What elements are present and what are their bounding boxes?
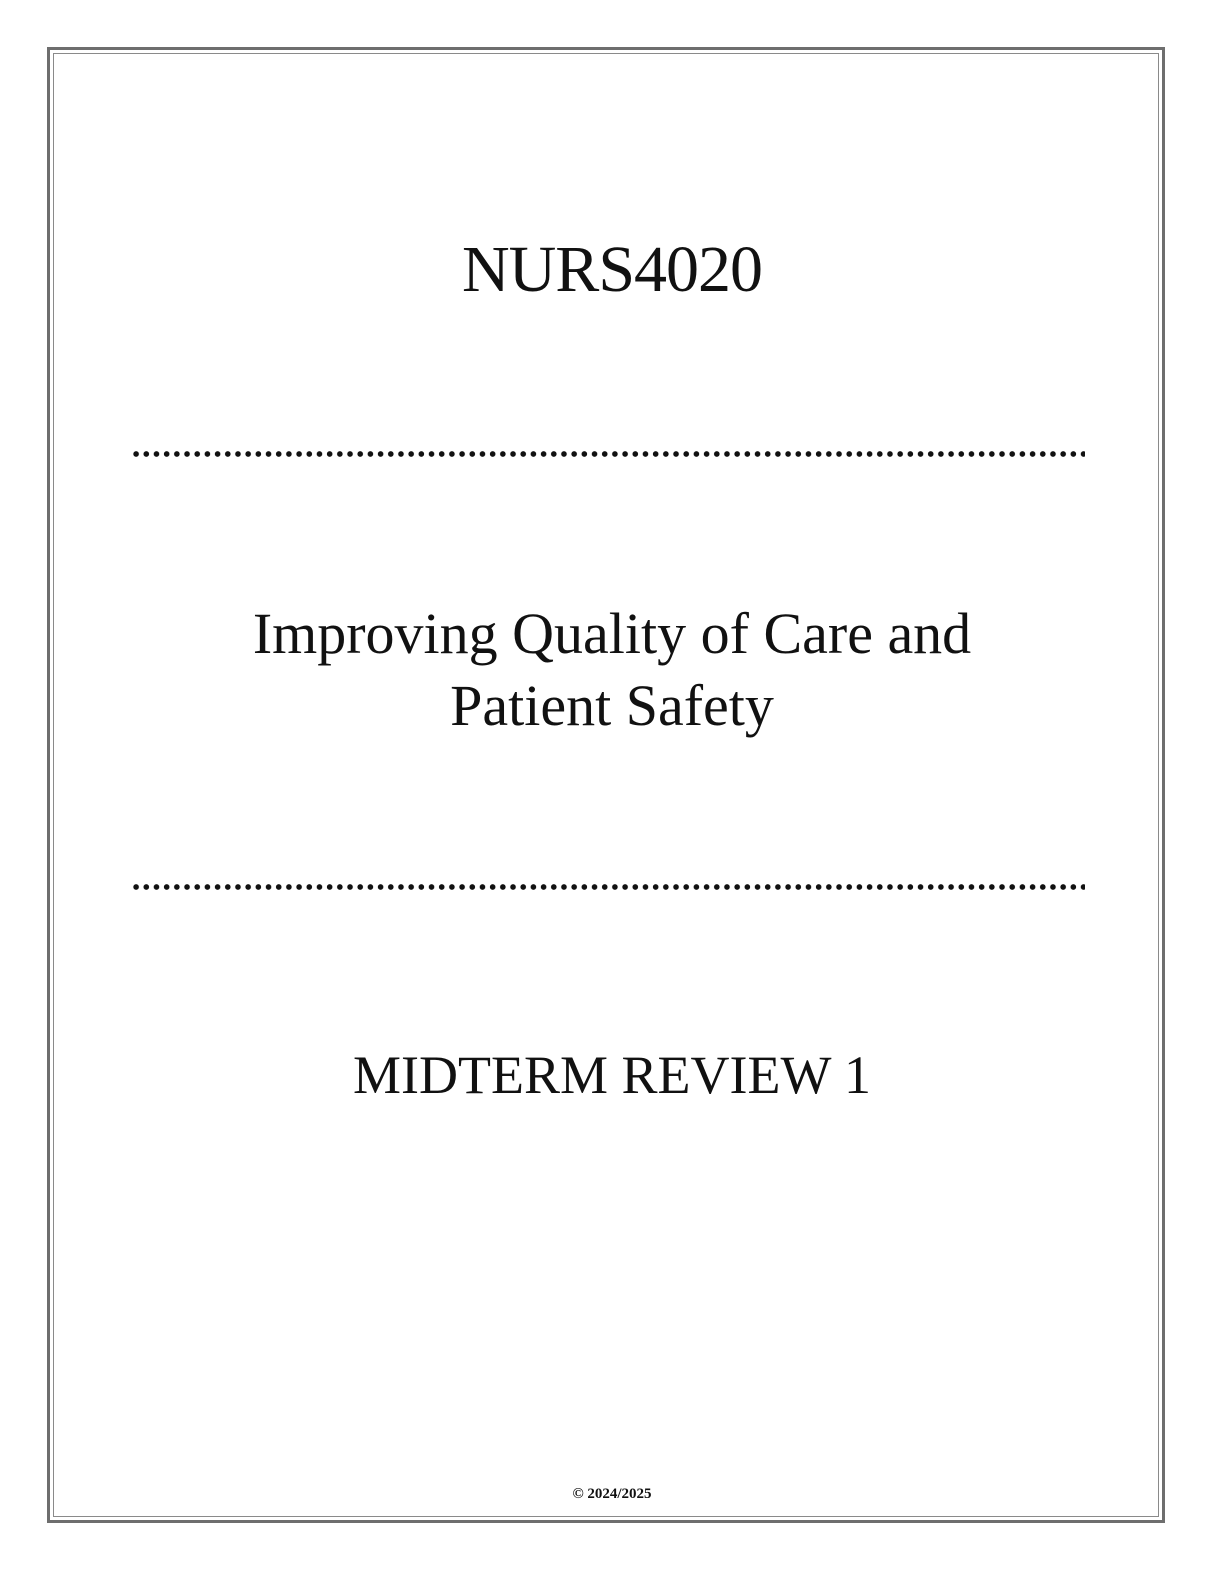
course-code: NURS4020	[461, 233, 763, 306]
course-title-line-2: Patient Safety	[450, 673, 774, 738]
dotted-divider-bottom	[131, 884, 1085, 890]
document-type: MIDTERM REVIEW 1	[353, 1045, 871, 1105]
course-title	[0, 598, 1224, 742]
copyright-notice: © 2024/2025	[572, 1486, 652, 1502]
course-title-line-1: Improving Quality of Care and	[252, 601, 972, 666]
dotted-divider-top	[131, 451, 1085, 457]
